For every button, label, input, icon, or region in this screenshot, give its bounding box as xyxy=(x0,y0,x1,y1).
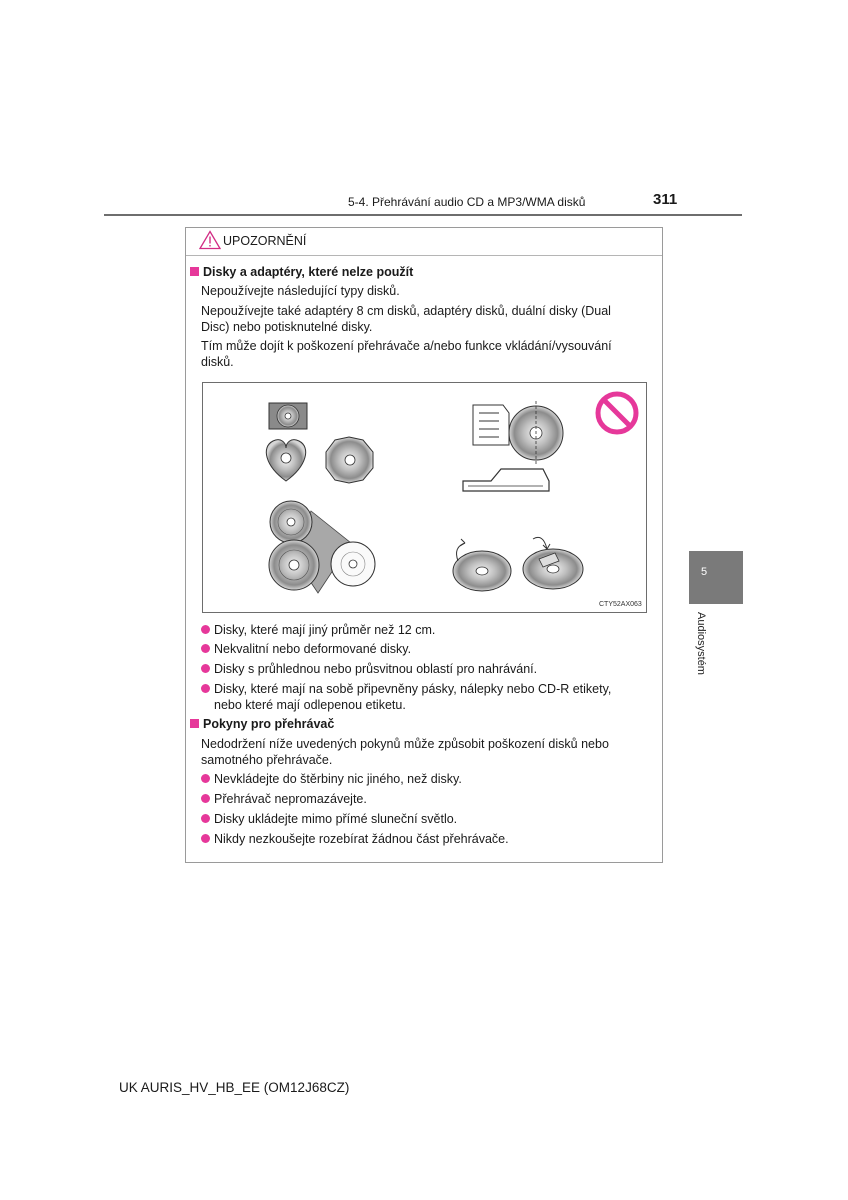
square-bullet-icon xyxy=(190,719,199,728)
list-item xyxy=(201,811,457,828)
square-disc-icon xyxy=(269,403,307,429)
paragraph: Disc) nebo potisknutelné disky. xyxy=(201,320,373,334)
list-item-text: Nekvalitní nebo deformované disky. xyxy=(214,642,412,656)
chapter-tab xyxy=(689,551,743,604)
list-item-text: Nikdy nezkoušejte rozebírat žádnou část přehrávače. xyxy=(214,832,509,846)
list-item-text: Disky ukládejte mimo přímé sluneční světlo. xyxy=(214,812,458,826)
bullet-dot-icon xyxy=(201,774,210,783)
paragraph: samotného přehrávače. xyxy=(201,753,333,767)
heart-disc-icon xyxy=(266,440,305,481)
unusable-discs-illustration xyxy=(202,382,647,613)
list-item xyxy=(201,831,509,848)
paragraph: Nepoužívejte následující typy disků. xyxy=(201,284,400,298)
page-number: 311 xyxy=(653,191,678,208)
bullet-dot-icon xyxy=(201,684,210,693)
list-item xyxy=(201,791,367,808)
warning-triangle-icon xyxy=(199,230,221,255)
paragraph: Nepoužívejte také adaptéry 8 cm disků, adaptéry disků, duální disky (Dual xyxy=(201,304,611,318)
bullet-dot-icon xyxy=(201,625,210,634)
list-item-text: Disky s průhlednou nebo průsvitnou oblastí pro nahrávání. xyxy=(214,662,538,676)
paragraph: Tím může dojít k poškození přehrávače a/nebo funkce vkládání/vysouvání xyxy=(201,339,612,353)
bullet-dot-icon xyxy=(201,834,210,843)
section-heading-discs xyxy=(190,264,413,281)
list-item xyxy=(201,771,462,788)
document-code: UK AURIS_HV_HB_EE (OM12J68CZ) xyxy=(119,1080,350,1095)
chapter-number: 5 xyxy=(701,566,708,578)
bullet-dot-icon xyxy=(201,814,210,823)
sticker-disc-icon xyxy=(523,537,583,589)
section-heading-text: Pokyny pro přehrávač xyxy=(203,717,335,731)
prohibited-icon xyxy=(598,394,636,432)
bullet-dot-icon xyxy=(201,664,210,673)
figure-code: CTY52AX063 xyxy=(599,601,642,608)
warning-header xyxy=(186,228,662,256)
paragraph: disků. xyxy=(201,355,234,369)
list-item-text: Disky, které mají na sobě připevněny pásky, nálepky nebo CD-R etikety, xyxy=(214,682,612,696)
list-item xyxy=(201,641,411,658)
section-title: 5-4. Přehrávání audio CD a MP3/WMA disků xyxy=(348,195,586,209)
polygon-disc-icon xyxy=(326,437,373,483)
warning-title: UPOZORNĚNÍ xyxy=(223,234,307,248)
paragraph: Nedodržení níže uvedených pokynů může způsobit poškození disků nebo xyxy=(201,737,609,751)
chapter-label: Audiosystém xyxy=(695,612,707,675)
list-item-text: Nevkládejte do štěrbiny nic jiného, než disky. xyxy=(214,772,462,786)
header-rule xyxy=(104,214,742,216)
square-bullet-icon xyxy=(190,267,199,276)
bullet-dot-icon xyxy=(201,794,210,803)
list-item xyxy=(201,661,537,678)
bullet-dot-icon xyxy=(201,644,210,653)
section-heading-text: Disky a adaptéry, které nelze použít xyxy=(203,265,414,279)
section-heading-player xyxy=(190,716,334,733)
list-item xyxy=(201,622,435,639)
peeling-label-disc-icon xyxy=(453,539,511,591)
list-item xyxy=(201,681,611,698)
list-item-text: Přehrávač nepromazávejte. xyxy=(214,792,367,806)
list-item-text: Disky, které mají jiný průměr než 12 cm. xyxy=(214,623,436,637)
dual-disc-icon xyxy=(463,401,563,491)
disc-adapter-icon xyxy=(269,501,375,593)
list-item-continuation: nebo které mají odlepenou etiketu. xyxy=(214,698,406,712)
